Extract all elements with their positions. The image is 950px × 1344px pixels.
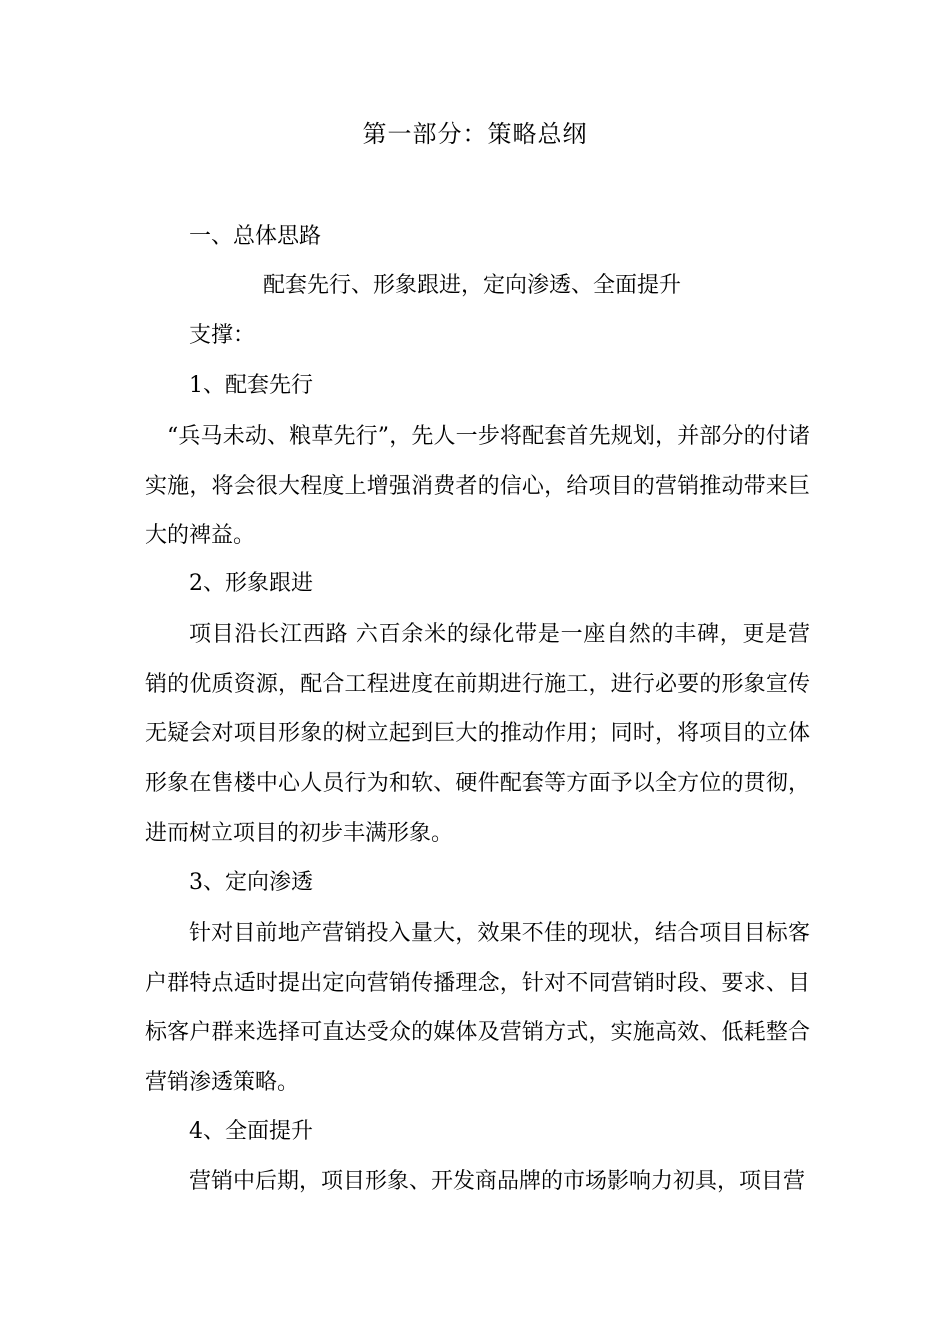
item-body: “兵马未动、粮草先行”，先人一步将配套首先规划，并部分的付诸实施，将会很大程度上增强消费者的信心，给项目的营销推动带来巨大的裨益。 — [145, 424, 810, 549]
strategy-line: 配套先行、形象跟进，定向渗透、全面提升 — [263, 273, 682, 298]
item-body: 营销中后期，项目形象、开发商品牌的市场影响力初具，项目营 — [189, 1169, 806, 1194]
item-heading: 1、配套先行 — [189, 373, 313, 398]
item-body: 项目沿长江西路 六百余米的绿化带是一座自然的丰碑，更是营销的优质资源，配合工程进度在前期进行施工，进行必要的形象宣传无疑会对项目形象的树立起到巨大的推动作用；同时，将项目的立体形象在售楼中心人员行为和软、硬件配套等方面予以全方位的贯彻，进而树立项目的初步丰满形象。 — [145, 622, 810, 846]
item-heading: 3、定向渗透 — [189, 870, 313, 895]
support-label: 支撑： — [189, 323, 256, 348]
item-body: 针对目前地产营销投入量大，效果不佳的现状，结合项目目标客户群特点适时提出定向营销传播理念，针对不同营销时段、要求、目标客户群来选择可直达受众的媒体及营销方式，实施高效、低耗整合营销渗透策略。 — [145, 921, 810, 1096]
item-heading: 4、全面提升 — [189, 1119, 313, 1144]
section-heading: 一、总体思路 — [189, 224, 322, 249]
item-heading: 2、形象跟进 — [189, 571, 313, 596]
page-title: 第一部分：策略总纲 — [362, 120, 588, 148]
